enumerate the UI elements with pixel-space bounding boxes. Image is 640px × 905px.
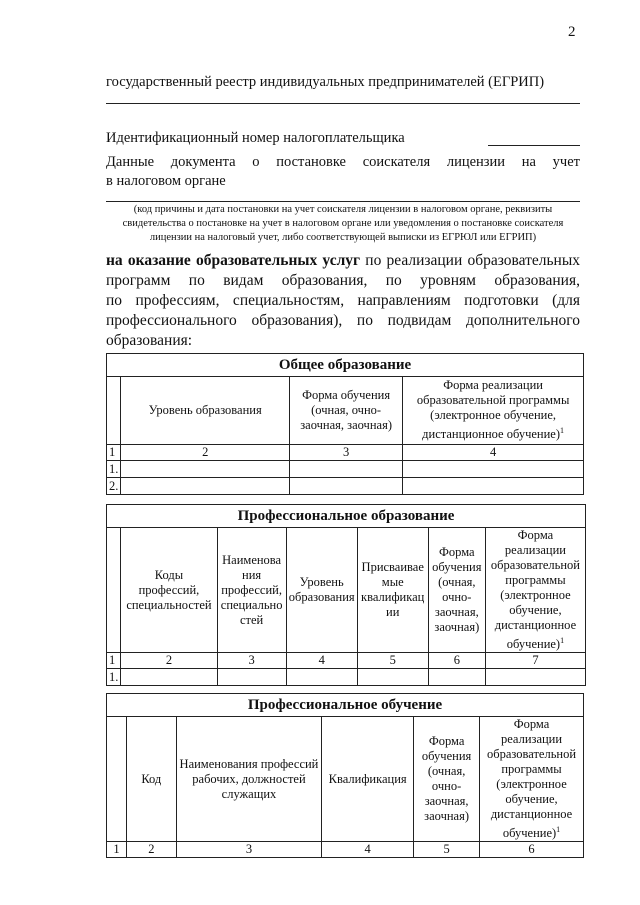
header-cell: Код — [126, 717, 176, 842]
inn-label: Идентификационный номер налогоплательщика — [106, 130, 405, 146]
table-cell[interactable] — [290, 461, 403, 478]
row-number: 1. — [107, 461, 121, 478]
number-cell: 2 — [121, 653, 217, 669]
row-number: 2. — [107, 478, 121, 495]
word: лицензии — [446, 154, 506, 170]
number-cell: 6 — [428, 653, 485, 669]
note-line: свидетельства о постановке на учет в налоговом органе или уведомления о постановке соискателя — [122, 218, 564, 229]
table-cell[interactable] — [217, 669, 286, 686]
header-cell: Наименования профессий рабочих, должностей служащих — [176, 717, 322, 842]
header-cell: Форма обучения (очная, очно-заочная, заочная) — [428, 528, 485, 653]
number-cell: 1 — [107, 842, 127, 858]
header-cell: Наименова ния профессий, специально стей — [217, 528, 286, 653]
footnote-mark: 1 — [560, 426, 565, 436]
table-cell[interactable] — [286, 669, 357, 686]
number-cell: 1 — [107, 653, 121, 669]
number-cell: 3 — [290, 445, 403, 461]
number-cell: 4 — [322, 842, 414, 858]
services-paragraph — [106, 251, 580, 351]
word: на — [521, 154, 536, 170]
note-line: лицензии на налоговый учет, либо соответствующей выписки из ЕГРЮЛ или ЕГРИП) — [149, 232, 537, 243]
table-title: Профессиональное обучение — [107, 694, 584, 717]
doc-label-line2: в налоговом органе — [106, 173, 226, 189]
header-text: Форма реализации образовательной программы (электронное обучение, дистанционное обучение) — [490, 528, 580, 652]
services-bold: на оказание образовательных услуг — [106, 252, 361, 269]
header-cell — [107, 528, 121, 653]
header-cell — [403, 377, 584, 445]
divider — [106, 103, 580, 104]
professional-training-table — [106, 693, 584, 858]
header-cell: Форма обучения (очная, очно-заочная, заочная) — [414, 717, 480, 842]
number-cell: 3 — [217, 653, 286, 669]
doc-value-line[interactable] — [106, 201, 580, 202]
para-line — [106, 251, 580, 271]
header-cell: Форма обучения (очная, очно-заочная, заочная) — [290, 377, 403, 445]
header-cell — [107, 717, 127, 842]
table-cell[interactable] — [485, 669, 585, 686]
number-cell: 2 — [126, 842, 176, 858]
word: учет — [552, 154, 580, 170]
word: постановке — [276, 154, 346, 170]
para-line: профессионального образования), по подвидам дополнительного — [106, 312, 580, 329]
table-cell[interactable] — [121, 478, 290, 495]
header-cell: Присваивае мые квалификац ии — [357, 528, 428, 653]
table-cell[interactable] — [121, 669, 217, 686]
number-cell: 3 — [176, 842, 322, 858]
word: о — [252, 154, 260, 170]
para-line: программ по видам образования, по уровням образования, — [106, 272, 580, 289]
header-cell: Уровень образования — [286, 528, 357, 653]
number-cell: 1 — [107, 445, 121, 461]
number-cell: 4 — [403, 445, 584, 461]
general-education-table — [106, 353, 584, 495]
para-line: по профессиям, специальностям, направлениям подготовки (для — [106, 292, 580, 309]
table-cell[interactable] — [121, 461, 290, 478]
table-cell[interactable] — [428, 669, 485, 686]
note — [106, 203, 580, 245]
table-cell[interactable] — [290, 478, 403, 495]
table-title: Профессиональное образование — [107, 505, 586, 528]
header-cell — [480, 717, 584, 842]
number-cell: 5 — [357, 653, 428, 669]
professional-education-table — [106, 504, 586, 686]
table-cell[interactable] — [403, 478, 584, 495]
page-number: 2 — [568, 24, 576, 40]
registry-line: государственный реестр индивидуальных предпринимателей (ЕГРИП) — [106, 74, 545, 90]
number-cell: 5 — [414, 842, 480, 858]
word: документа — [170, 154, 236, 170]
row-number: 1. — [107, 669, 121, 686]
para-line: образования: — [106, 332, 193, 349]
header-cell: Квалификация — [322, 717, 414, 842]
header-cell — [485, 528, 585, 653]
footnote-mark: 1 — [560, 636, 565, 645]
header-cell: Уровень образования — [121, 377, 290, 445]
number-cell: 7 — [485, 653, 585, 669]
note-line: (код причины и дата постановки на учет соискателя лицензии в налоговом органе, реквизиты — [133, 204, 553, 215]
header-cell: Коды профессий, специальностей — [121, 528, 217, 653]
footnote-mark: 1 — [556, 825, 561, 834]
word: соискателя — [362, 154, 431, 170]
header-text: Форма реализации образовательной программы (электронное обучение, дистанционное обучение) — [416, 378, 570, 442]
doc-label-line1 — [106, 153, 580, 172]
number-cell: 4 — [286, 653, 357, 669]
number-cell: 2 — [121, 445, 290, 461]
inn-value-line[interactable] — [488, 145, 580, 146]
table-cell[interactable] — [357, 669, 428, 686]
header-text: Форма реализации образовательной программы (электронное обучение, дистанционное обучение) — [486, 717, 577, 841]
table-cell[interactable] — [403, 461, 584, 478]
word: Данные — [106, 154, 155, 170]
table-title: Общее образование — [107, 354, 584, 377]
number-cell: 6 — [480, 842, 584, 858]
para-text: по реализации образовательных — [360, 252, 581, 269]
header-cell — [107, 377, 121, 445]
